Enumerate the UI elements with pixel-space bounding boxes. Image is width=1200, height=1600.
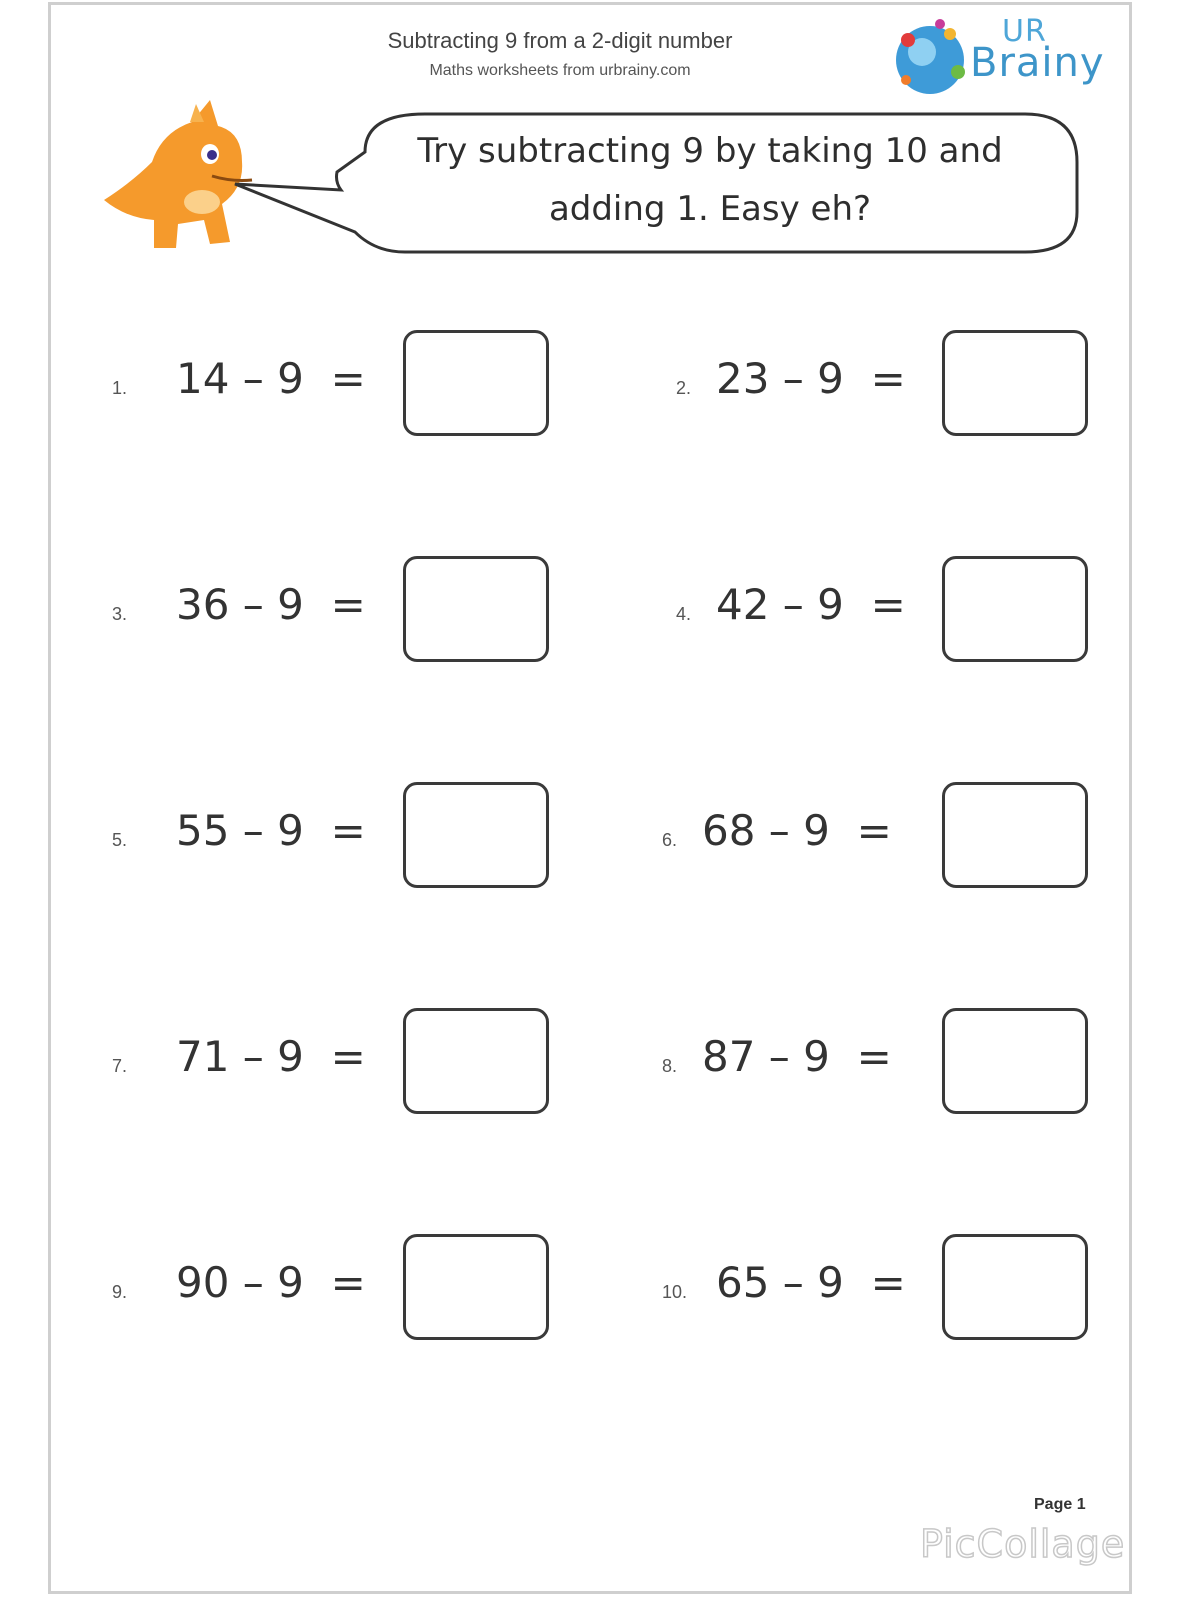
piccollage-watermark: PicCollage bbox=[920, 1522, 1126, 1566]
question-expression: 90 – 9 = bbox=[176, 1258, 366, 1307]
question-number: 7. bbox=[112, 1056, 128, 1076]
question-expression: 14 – 9 = bbox=[176, 354, 366, 403]
orange-dinosaur-icon bbox=[92, 92, 267, 257]
question-expression: 87 – 9 = bbox=[702, 1032, 892, 1081]
logo-text-brainy: Brainy bbox=[970, 40, 1105, 86]
speech-bubble-text bbox=[380, 122, 1040, 238]
question-number: 9. bbox=[112, 1282, 128, 1302]
speech-bubble-line-1: Try subtracting 9 by taking 10 and bbox=[417, 131, 1003, 171]
question-number: 4. bbox=[676, 604, 692, 624]
question-expression: 71 – 9 = bbox=[176, 1032, 366, 1081]
question-number: 2. bbox=[676, 378, 692, 398]
logo-text-ur: UR bbox=[1002, 14, 1047, 49]
question-number: 10. bbox=[662, 1282, 688, 1302]
answer-box[interactable] bbox=[942, 1234, 1088, 1340]
answer-box[interactable] bbox=[942, 782, 1088, 888]
question-expression: 36 – 9 = bbox=[176, 580, 366, 629]
answer-box[interactable] bbox=[942, 330, 1088, 436]
question-expression: 23 – 9 = bbox=[716, 354, 906, 403]
answer-box[interactable] bbox=[403, 330, 549, 436]
question-number: 5. bbox=[112, 830, 128, 850]
answer-box[interactable] bbox=[942, 1008, 1088, 1114]
worksheet-subtitle: Maths worksheets from urbrainy.com bbox=[429, 62, 691, 79]
page-number-label: Page 1 bbox=[1034, 1496, 1086, 1513]
question-expression: 68 – 9 = bbox=[702, 806, 892, 855]
answer-box[interactable] bbox=[403, 1234, 549, 1340]
answer-box[interactable] bbox=[403, 1008, 549, 1114]
answer-box[interactable] bbox=[403, 556, 549, 662]
worksheet-title: Subtracting 9 from a 2-digit number bbox=[387, 28, 733, 53]
question-number: 1. bbox=[112, 378, 128, 398]
question-number: 6. bbox=[662, 830, 678, 850]
question-number: 8. bbox=[662, 1056, 678, 1076]
question-expression: 55 – 9 = bbox=[176, 806, 366, 855]
answer-box[interactable] bbox=[942, 556, 1088, 662]
answer-box[interactable] bbox=[403, 782, 549, 888]
question-number: 3. bbox=[112, 604, 128, 624]
question-expression: 65 – 9 = bbox=[716, 1258, 906, 1307]
speech-bubble-line-2: adding 1. Easy eh? bbox=[548, 189, 872, 229]
question-expression: 42 – 9 = bbox=[716, 580, 906, 629]
